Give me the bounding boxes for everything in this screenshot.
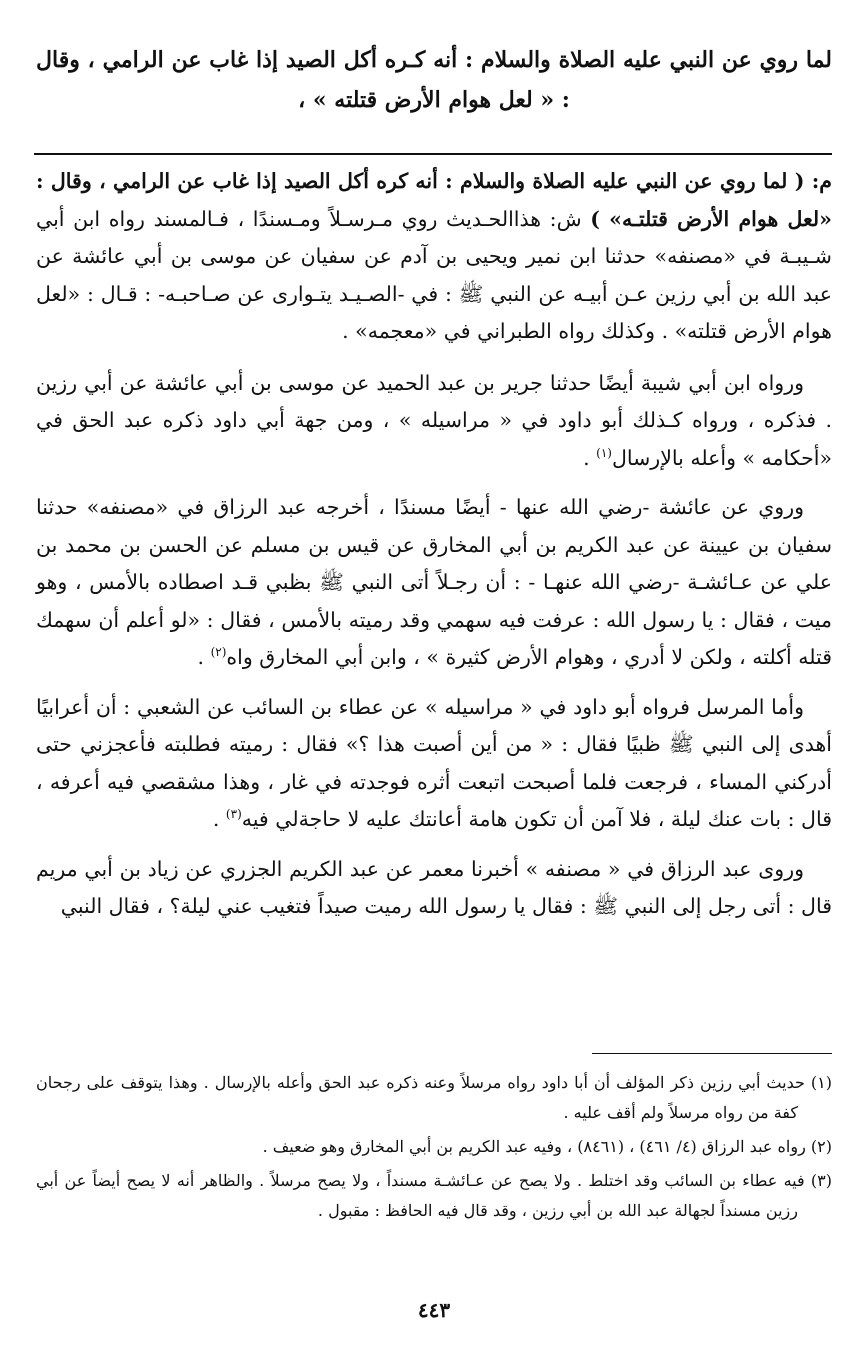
footnote-separator bbox=[592, 1053, 832, 1054]
page-number: ٤٤٣ bbox=[417, 1298, 451, 1322]
commentary-paragraph bbox=[36, 163, 832, 351]
footnote-ref: (٢) bbox=[210, 645, 227, 660]
commentary-paragraph bbox=[36, 689, 832, 839]
footnotes bbox=[36, 1068, 832, 1230]
commentary-body bbox=[36, 163, 832, 938]
footnote: (٣) فيه عطاء بن السائب وقد اختلط . ولا يصح عن عـائشـة مسنداً ، ولا يصح مرسلاً . والظاهر أنه لا يصح أيضاً عن أبي رزين مسنداً لجهالة عبد الله بن أبي رزين ، وقد قال فيه الحافظ : مقبول . bbox=[36, 1171, 832, 1220]
quoted-matn: م: ( لما روي عن النبي عليه الصلاة والسلام : أنه كره أكل الصيد إذا غاب عن الرامي ، وقال : «لعل هوام الأرض قتلتـه» ) bbox=[36, 169, 832, 231]
paragraph-text: وأما المرسل فرواه أبو داود في « مراسيله » عن عطاء بن السائب عن الشعبي : أن أعرابيًا أهدى إلى النبي ﷺ ظبيًا فقال : « من أين أصبت هذا ؟» فقال : رميته فطلبته فأعجزني حتى أدركني المساء ، فرجعت فلما أصبحت اتبعت أثره فوجدته في غار ، وهذا مشقصي فيه أعرفه ، قال : بات عنك ليلة ، فلا آمن أن تكون هامة أعانتك عليه لا حاجةلي فيه bbox=[36, 694, 832, 831]
footnote: (١) حديث أبي رزين ذكر المؤلف أن أبا داود رواه مرسلاً وعنه ذكره عبد الحق وأعله بالإرسال . وهذا يتوقف على رجحان كفة من رواه مرسلاً ولم أقف عليه . bbox=[36, 1073, 832, 1122]
footnote-ref: (١) bbox=[596, 445, 612, 460]
commentary-paragraph bbox=[36, 365, 832, 478]
footnote: (٢) رواه عبد الرزاق (٤/ ٤٦١) ، (٨٤٦١) ، وفيه عبد الكريم بن أبي المخارق وهو ضعيف . bbox=[262, 1137, 832, 1156]
paragraph-text: ش: هذاالحـديث روي مـرسـلاً ومـسندًا ، فـالمسند رواه ابن أبي شـيبـة في «مصنفه» حدثنا ابن نمير ويحيى بن آدم عن سفيان عن موسى بن أبي عائشة عن عبد الله بن أبي رزين عـن أبيـه عن النبي ﷺ : في -الصـيـد يتـوارى عن صـاحبـه- : قـال : «لعل هوام الأرض قتلته» . وكذلك رواه الطبراني في «معجمه» . bbox=[36, 206, 832, 343]
matn-text: لما روي عن النبي عليه الصلاة والسلام : أنه كـره أكل الصيد إذا غاب عن الرامي ، وقال : « لعل هوام الأرض قتلته » ، bbox=[36, 47, 832, 113]
commentary-paragraph bbox=[36, 489, 832, 677]
separator-rule bbox=[34, 153, 832, 155]
paragraph-end: . bbox=[197, 645, 211, 669]
commentary-paragraph bbox=[36, 851, 832, 926]
paragraph-end: . bbox=[212, 807, 226, 831]
paragraph-text: وروي عن عائشة -رضي الله عنها - أيضًا مسندًا ، أخرجه عبد الرزاق في «مصنفه» حدثنا سفيان بن عيينة عن عبد الكريم بن أبي المخارق عن قيس بن مسلم عن الحسن بن محمد بن علي عن عـائشـة -رضي الله عنهـا - : أن رجـلاً أتى النبي ﷺ بظبي قـد اصطاده بالأمس ، وهو ميت ، فقال : يا رسول الله : عرفت فيه سهمي وقد رميته بالأمس ، فقال : «لو أعلم أن سهمك قتله أكلته ، ولكن لا أدري ، وهوام الأرض كثيرة » ، وابن أبي المخارق واه bbox=[36, 495, 832, 669]
footnote-ref: (٣) bbox=[225, 807, 242, 822]
paragraph-text: وروى عبد الرزاق في « مصنفه » أخبرنا معمر عن عبد الكريم الجزري عن زياد بن أبي مريم قال : أتى رجل إلى النبي ﷺ : فقال يا رسول الله رميت صيداً فتغيب عني ليلة؟ ، فقال النبي bbox=[36, 856, 832, 918]
paragraph-text: ورواه ابن أبي شيبة أيضًا حدثنا جرير بن عبد الحميد عن موسى بن أبي عائشة عن أبي رزين . فذكره ، ورواه كـذلك أبو داود في « مراسيله » ، ومن جهة أبي داود ذكره عبد الحق في «أحكامه » وأعله بالإرسال bbox=[36, 370, 832, 470]
paragraph-end: . bbox=[583, 445, 597, 470]
